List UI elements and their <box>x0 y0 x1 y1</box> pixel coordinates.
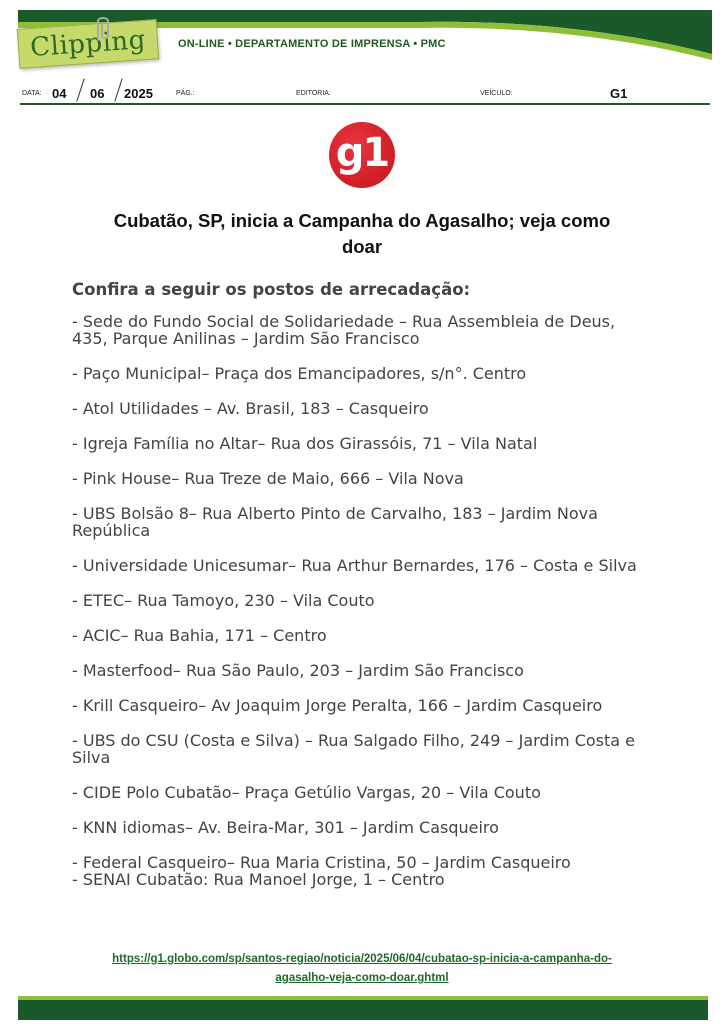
list-item: - UBS do CSU (Costa e Silva) – Rua Salgado Filho, 249 – Jardim Costa e Silva <box>72 731 635 767</box>
list-item: - Paço Municipal– Praça dos Emancipadores, s/n°. Centro <box>72 364 527 383</box>
article-body <box>72 280 652 888</box>
source-link[interactable] <box>62 950 662 988</box>
list-item: - Federal Casqueiro– Rua Maria Cristina, 50 – Jardim Casqueiro <box>72 853 571 872</box>
date-label: DATA: <box>22 90 42 97</box>
meta-row <box>20 80 710 104</box>
list-item: - Igreja Família no Altar– Rua dos Girassóis, 71 – Vila Natal <box>72 434 538 453</box>
page-label: PÁG.: <box>176 90 195 97</box>
list-item: - ETEC– Rua Tamoyo, 230 – Vila Couto <box>72 591 375 610</box>
source-link-line[interactable]: agasalho-veja-como-doar.ghtml <box>275 972 449 984</box>
paperclip-icon <box>92 14 114 44</box>
list-item: - KNN idiomas– Av. Beira-Mar, 301 – Jardim Casqueiro <box>72 818 499 837</box>
header-tagline: ON-LINE • DEPARTAMENTO DE IMPRENSA • PMC <box>178 38 446 50</box>
veiculo-label: VEÍCULO: <box>480 90 513 97</box>
footer-stripe-dark <box>18 1000 708 1020</box>
list-item: - Masterfood– Rua São Paulo, 203 – Jardim São Francisco <box>72 661 524 680</box>
list-item: - ACIC– Rua Bahia, 171 – Centro <box>72 626 327 645</box>
headline-line: doar <box>341 236 383 257</box>
article-headline <box>80 208 644 260</box>
list-item: - Atol Utilidades – Av. Brasil, 183 – Casqueiro <box>72 399 429 418</box>
list-item: - Sede do Fundo Social de Solidariedade – Rua Assembleia de Deus, 435, Parque Anilinas – Jardim São Francisco <box>72 312 616 348</box>
list-item: - Universidade Unicesumar– Rua Arthur Bernardes, 176 – Costa e Silva <box>72 556 637 575</box>
g1-logo <box>329 122 395 188</box>
date-month: 06 <box>90 86 105 101</box>
list-item: - UBS Bolsão 8– Rua Alberto Pinto de Carvalho, 183 – Jardim Nova República <box>72 504 598 540</box>
date-day: 04 <box>52 86 67 101</box>
list-item: - SENAI Cubatão: Rua Manoel Jorge, 1 – Centro <box>72 870 445 889</box>
meta-divider <box>20 103 710 105</box>
date-separator <box>114 78 122 101</box>
date-separator <box>76 78 84 101</box>
source-link-line[interactable]: https://g1.globo.com/sp/santos-regiao/noticia/2025/06/04/cubatao-sp-inicia-a-campanha-do- <box>112 953 612 965</box>
list-item: - Pink House– Rua Treze de Maio, 666 – Vila Nova <box>72 469 464 488</box>
list-item: - CIDE Polo Cubatão– Praça Getúlio Vargas, 20 – Vila Couto <box>72 783 541 802</box>
article-subhead: Confira a seguir os postos de arrecadação: <box>72 280 471 299</box>
headline-line: Cubatão, SP, inicia a Campanha do Agasalho; veja como <box>113 210 611 231</box>
editoria-label: EDITORIA: <box>296 90 331 97</box>
date-year: 2025 <box>124 86 153 101</box>
clipping-badge-text: Clipping <box>29 25 147 63</box>
list-item: - Krill Casqueiro– Av Joaquim Jorge Peralta, 166 – Jardim Casqueiro <box>72 696 603 715</box>
g1-logo-text: g1 <box>335 130 389 176</box>
veiculo-value: G1 <box>610 86 628 101</box>
